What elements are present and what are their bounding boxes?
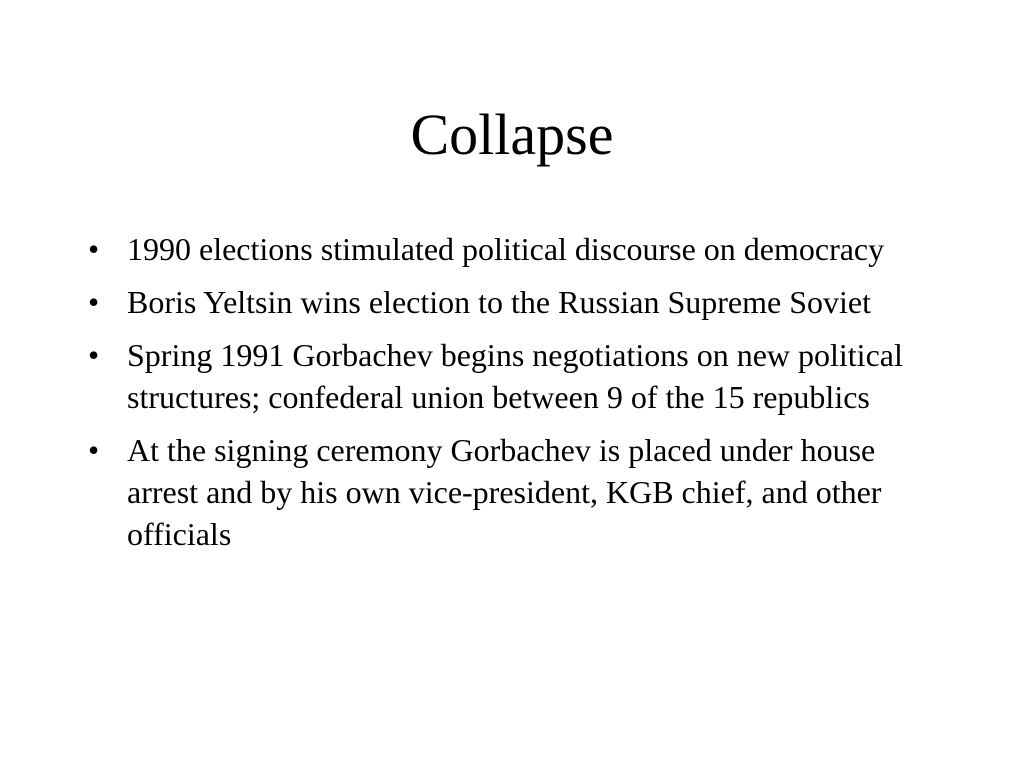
bullet-text: Boris Yeltsin wins election to the Russian Supreme Soviet: [127, 284, 871, 320]
bullet-item: [80, 281, 950, 323]
bullet-text: At the signing ceremony Gorbachev is placed under house arrest and by his own vice-president, KGB chief, and other officials: [127, 432, 882, 552]
bullet-icon: •: [88, 432, 100, 468]
bullet-icon: •: [88, 337, 100, 373]
bullet-item: [80, 429, 950, 555]
bullet-icon: •: [88, 284, 100, 320]
bullet-list: [80, 228, 950, 566]
bullet-item: [80, 334, 950, 418]
bullet-icon: •: [88, 231, 100, 267]
bullet-text: Spring 1991 Gorbachev begins negotiations on new political structures; confederal union between 9 of the 15 republics: [127, 337, 903, 415]
bullet-text: 1990 elections stimulated political discourse on democracy: [127, 231, 885, 267]
bullet-item: [80, 228, 950, 270]
slide-title: Collapse: [410, 102, 614, 167]
